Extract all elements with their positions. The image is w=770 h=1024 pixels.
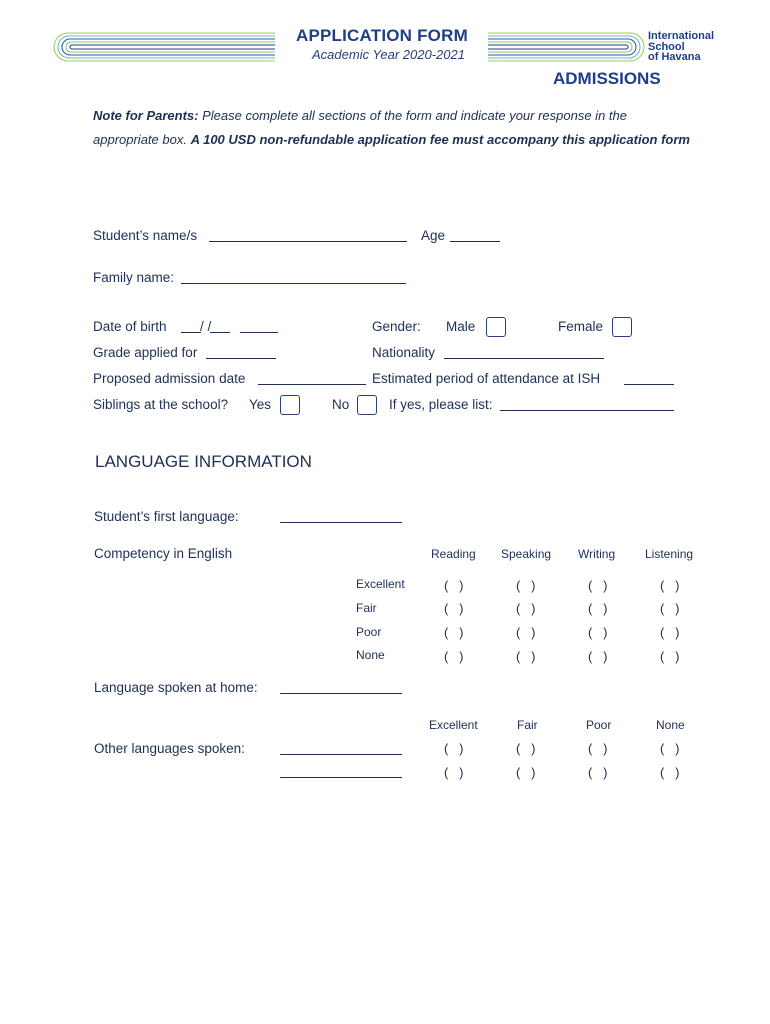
family-name-label: Family name: — [93, 270, 175, 285]
col-other-excellent: Excellent — [429, 718, 478, 732]
home-language-field[interactable] — [280, 693, 402, 694]
option-reading-none[interactable]: ( ) — [444, 649, 464, 664]
age-label: Age — [421, 228, 446, 243]
page-title: APPLICATION FORM — [296, 26, 468, 45]
siblings-label: Siblings at the school? — [93, 397, 229, 412]
siblings-list-label: If yes, please list: — [389, 397, 493, 412]
admissions-heading: ADMISSIONS — [553, 69, 661, 88]
nationality-label: Nationality — [372, 345, 436, 360]
option-other1-poor[interactable]: ( ) — [588, 741, 608, 756]
male-checkbox[interactable] — [486, 317, 506, 337]
col-reading: Reading — [431, 547, 476, 561]
nationality-field[interactable] — [444, 358, 604, 359]
option-listening-excellent[interactable]: ( ) — [660, 578, 680, 593]
siblings-no-label: No — [332, 397, 350, 412]
admission-date-field[interactable] — [258, 384, 366, 385]
option-writing-none[interactable]: ( ) — [588, 649, 608, 664]
female-checkbox[interactable] — [612, 317, 632, 337]
col-other-poor: Poor — [586, 718, 612, 732]
row-excellent: Excellent — [356, 577, 405, 591]
option-other2-fair[interactable]: ( ) — [516, 765, 536, 780]
col-other-none: None — [656, 718, 685, 732]
option-writing-poor[interactable]: ( ) — [588, 625, 608, 640]
option-other1-none[interactable]: ( ) — [660, 741, 680, 756]
male-label: Male — [446, 319, 476, 334]
grade-field[interactable] — [206, 358, 276, 359]
other-languages-label: Other languages spoken: — [94, 741, 245, 756]
col-speaking: Speaking — [501, 547, 552, 561]
dob-day-field[interactable] — [181, 332, 201, 333]
option-listening-poor[interactable]: ( ) — [660, 625, 680, 640]
age-field[interactable] — [450, 241, 500, 242]
option-other2-poor[interactable]: ( ) — [588, 765, 608, 780]
admission-date-label: Proposed admission date — [93, 371, 246, 386]
col-writing: Writing — [578, 547, 616, 561]
siblings-list-field[interactable] — [500, 410, 674, 411]
option-listening-none[interactable]: ( ) — [660, 649, 680, 664]
female-label: Female — [558, 319, 604, 334]
logo-stripes-left — [50, 30, 275, 64]
option-speaking-excellent[interactable]: ( ) — [516, 578, 536, 593]
option-other1-fair[interactable]: ( ) — [516, 741, 536, 756]
siblings-yes-checkbox[interactable] — [280, 395, 300, 415]
language-section-title: LANGUAGE INFORMATION — [95, 452, 312, 471]
option-speaking-none[interactable]: ( ) — [516, 649, 536, 664]
other-language-2-field[interactable] — [280, 777, 402, 778]
option-writing-excellent[interactable]: ( ) — [588, 578, 608, 593]
attendance-label: Estimated period of attendance at ISH — [372, 371, 601, 386]
row-none: None — [356, 648, 385, 662]
grade-label: Grade applied for — [93, 345, 198, 360]
row-poor: Poor — [356, 625, 382, 639]
attendance-field[interactable] — [624, 384, 674, 385]
family-name-field[interactable] — [181, 283, 406, 284]
siblings-no-checkbox[interactable] — [357, 395, 377, 415]
academic-year: Academic Year 2020-2021 — [312, 47, 465, 62]
option-speaking-poor[interactable]: ( ) — [516, 625, 536, 640]
dob-month-field[interactable] — [210, 332, 230, 333]
option-reading-fair[interactable]: ( ) — [444, 601, 464, 616]
other-language-1-field[interactable] — [280, 754, 402, 755]
siblings-yes-label: Yes — [249, 397, 272, 412]
option-other1-excellent[interactable]: ( ) — [444, 741, 464, 756]
option-listening-fair[interactable]: ( ) — [660, 601, 680, 616]
school-logo-text: International School of Havana — [648, 30, 715, 63]
dob-year-field[interactable] — [240, 332, 278, 333]
home-language-label: Language spoken at home: — [94, 680, 258, 695]
gender-label: Gender: — [372, 319, 421, 334]
students-name-field[interactable] — [209, 241, 407, 242]
first-language-field[interactable] — [280, 522, 402, 523]
competency-label: Competency in English — [94, 546, 233, 561]
option-other2-excellent[interactable]: ( ) — [444, 765, 464, 780]
row-fair: Fair — [356, 601, 377, 615]
dob-label: Date of birth — [93, 319, 167, 334]
col-other-fair: Fair — [517, 718, 538, 732]
first-language-label: Student’s first language: — [94, 509, 239, 524]
note-for-parents: Note for Parents: Please complete all sections of the form and indicate your response in the appropriate box. A 100 USD non-refundable application fee must accompany this application form — [93, 108, 690, 147]
option-reading-poor[interactable]: ( ) — [444, 625, 464, 640]
col-listening: Listening — [645, 547, 694, 561]
dob-separators: / / — [200, 319, 212, 334]
option-other2-none[interactable]: ( ) — [660, 765, 680, 780]
students-name-label: Student’s name/s — [93, 228, 198, 243]
logo-stripes-right — [488, 30, 648, 64]
option-writing-fair[interactable]: ( ) — [588, 601, 608, 616]
option-speaking-fair[interactable]: ( ) — [516, 601, 536, 616]
option-reading-excellent[interactable]: ( ) — [444, 578, 464, 593]
